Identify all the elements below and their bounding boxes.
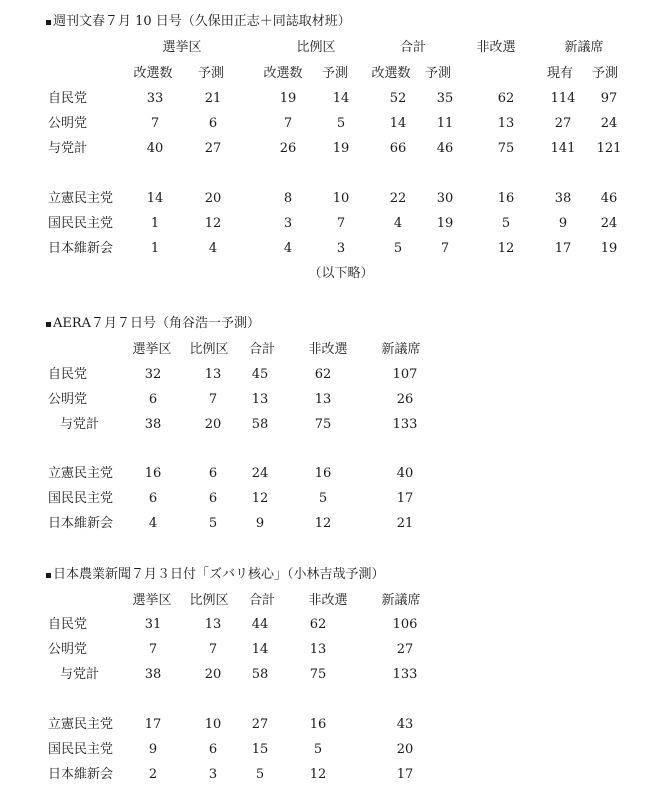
table-cell: 7 (150, 116, 160, 131)
party-label: 立憲民主党 (48, 466, 114, 481)
table-cell: 24 (251, 466, 269, 481)
party-label: 公明党 (48, 642, 88, 657)
table-cell: 4 (208, 241, 218, 256)
table-cell: 38 (554, 191, 572, 206)
table-cell: 97 (600, 91, 618, 106)
table-cell: 4 (283, 241, 293, 256)
party-label: 自民党 (48, 91, 88, 106)
column-sub-header: 予測 (591, 66, 619, 81)
table-cell: 7 (148, 642, 158, 657)
table-cell: 27 (554, 116, 572, 131)
table-cell: 5 (313, 742, 323, 757)
table-cell: 19 (279, 91, 297, 106)
table-cell: 62 (309, 617, 327, 632)
table-cell: 106 (392, 617, 418, 632)
table-cell: 31 (144, 617, 162, 632)
table-cell: 75 (497, 141, 515, 156)
party-label: 与党計 (48, 141, 88, 156)
column-header: 非改選 (308, 593, 348, 608)
column-sub-header: 予測 (321, 66, 349, 81)
section2-bullet-icon (46, 322, 51, 327)
table-cell: 40 (396, 466, 414, 481)
party-label: 国民民主党 (48, 216, 114, 231)
section2-title: AERA７月７日号（角谷浩一予測） (53, 316, 261, 331)
table-cell: 45 (251, 367, 269, 382)
table-cell: 30 (436, 191, 454, 206)
table-cell: 12 (314, 516, 332, 531)
table-cell: 13 (309, 642, 327, 657)
party-label: 立憲民主党 (48, 717, 114, 732)
table-cell: 141 (550, 141, 576, 156)
table-cell: 75 (314, 417, 332, 432)
table-cell: 35 (436, 91, 454, 106)
table-cell: 7 (208, 392, 218, 407)
table-cell: 13 (314, 392, 332, 407)
table-cell: 4 (148, 516, 158, 531)
table-cell: 58 (251, 667, 269, 682)
table-cell: 5 (318, 491, 328, 506)
table-cell: 8 (283, 191, 293, 206)
column-header: 新議席 (381, 342, 421, 357)
table-cell: 114 (550, 91, 576, 106)
table-cell: 17 (554, 241, 572, 256)
table-cell: 46 (600, 191, 618, 206)
table-cell: 20 (204, 191, 222, 206)
table-cell: 33 (146, 91, 164, 106)
table-cell: 24 (600, 116, 618, 131)
table-cell: 107 (392, 367, 418, 382)
column-header: 比例区 (189, 342, 229, 357)
table-cell: 22 (389, 191, 407, 206)
table-cell: 66 (389, 141, 407, 156)
table-cell: 16 (497, 191, 515, 206)
table-cell: 7 (208, 642, 218, 657)
table-cell: 5 (336, 116, 346, 131)
table-cell: 9 (558, 216, 568, 231)
column-header: 合計 (248, 342, 276, 357)
party-label: 与党計 (60, 417, 100, 432)
column-sub-header: 予測 (197, 66, 225, 81)
party-label: 国民民主党 (48, 742, 114, 757)
table-cell: 121 (596, 141, 622, 156)
table-cell: 38 (144, 417, 162, 432)
table-cell: 27 (251, 717, 269, 732)
table-cell: 62 (314, 367, 332, 382)
table-cell: 13 (497, 116, 515, 131)
party-label: 与党計 (60, 667, 100, 682)
party-label: 公明党 (48, 392, 88, 407)
party-label: 日本維新会 (48, 767, 114, 782)
table-cell: 12 (309, 767, 327, 782)
table-cell: 133 (392, 667, 418, 682)
table-cell: 6 (148, 491, 158, 506)
column-group-header: 選挙区 (162, 40, 202, 55)
column-header: 比例区 (189, 593, 229, 608)
table-cell: 5 (501, 216, 511, 231)
column-sub-header: 改選数 (371, 66, 411, 81)
table-cell: 7 (440, 241, 450, 256)
table-cell: 27 (204, 141, 222, 156)
column-group-header: 新議席 (564, 40, 604, 55)
table-cell: 14 (251, 642, 269, 657)
table-cell: 10 (204, 717, 222, 732)
table-cell: 1 (150, 241, 160, 256)
party-label: 自民党 (48, 617, 88, 632)
column-group-header: 比例区 (296, 40, 336, 55)
table-cell: 58 (251, 417, 269, 432)
table-cell: 38 (144, 667, 162, 682)
table-cell: 12 (497, 241, 515, 256)
column-header: 非改選 (308, 342, 348, 357)
section1-bullet-icon (46, 20, 51, 25)
column-group-header: 合計 (399, 40, 427, 55)
table-cell: 14 (389, 116, 407, 131)
column-sub-header: 改選数 (263, 66, 303, 81)
table-cell: 19 (600, 241, 618, 256)
table-cell: 26 (279, 141, 297, 156)
table-cell: 7 (336, 216, 346, 231)
section3-bullet-icon (46, 573, 51, 578)
table-cell: 10 (332, 191, 350, 206)
table-cell: 16 (144, 466, 162, 481)
table-cell: 6 (208, 466, 218, 481)
table-cell: 12 (204, 216, 222, 231)
table-cell: 3 (283, 216, 293, 231)
table-cell: 19 (436, 216, 454, 231)
table-cell: 17 (396, 767, 414, 782)
section3-title: 日本農業新聞７月３日付「ズバリ核心」（小林吉哉予測） (53, 567, 385, 582)
table-cell: 24 (600, 216, 618, 231)
party-label: 自民党 (48, 367, 88, 382)
table-cell: 2 (148, 767, 158, 782)
table-cell: 62 (497, 91, 515, 106)
party-label: 日本維新会 (48, 516, 114, 531)
column-header: 合計 (248, 593, 276, 608)
table-cell: 44 (251, 617, 269, 632)
table-cell: 5 (393, 241, 403, 256)
table-cell: 16 (314, 466, 332, 481)
table-cell: 13 (204, 617, 222, 632)
table-cell: 6 (208, 742, 218, 757)
table-cell: 14 (146, 191, 164, 206)
table-cell: 4 (393, 216, 403, 231)
section1-title: 週刊文春７月 10 日号（久保田正志＋同誌取材班） (53, 14, 351, 29)
table-cell: 46 (436, 141, 454, 156)
table-cell: 15 (251, 742, 269, 757)
column-group-header: 非改選 (476, 40, 516, 55)
table-cell: 32 (144, 367, 162, 382)
table-cell: 3 (336, 241, 346, 256)
table-cell: 20 (204, 667, 222, 682)
table-cell: 12 (251, 491, 269, 506)
table-cell: 20 (204, 417, 222, 432)
table-cell: 6 (208, 116, 218, 131)
omission-note: （以下略） (308, 266, 374, 281)
party-label: 立憲民主党 (48, 191, 114, 206)
party-label: 国民民主党 (48, 491, 114, 506)
column-header: 選挙区 (132, 593, 172, 608)
column-sub-header: 予測 (424, 66, 452, 81)
table-cell: 5 (208, 516, 218, 531)
table-cell: 19 (332, 141, 350, 156)
table-cell: 6 (208, 491, 218, 506)
table-cell: 133 (392, 417, 418, 432)
table-cell: 6 (148, 392, 158, 407)
table-cell: 21 (204, 91, 222, 106)
table-cell: 1 (150, 216, 160, 231)
table-cell: 13 (204, 367, 222, 382)
table-cell: 43 (396, 717, 414, 732)
table-cell: 13 (251, 392, 269, 407)
column-sub-header: 改選数 (133, 66, 173, 81)
table-cell: 9 (148, 742, 158, 757)
table-cell: 17 (144, 717, 162, 732)
table-cell: 9 (255, 516, 265, 531)
table-cell: 17 (396, 491, 414, 506)
column-sub-header: 現有 (546, 66, 574, 81)
table-cell: 52 (389, 91, 407, 106)
column-header: 新議席 (381, 593, 421, 608)
table-cell: 21 (396, 516, 414, 531)
party-label: 日本維新会 (48, 241, 114, 256)
table-cell: 26 (396, 392, 414, 407)
table-cell: 11 (436, 116, 454, 131)
table-cell: 16 (309, 717, 327, 732)
party-label: 公明党 (48, 116, 88, 131)
table-cell: 7 (283, 116, 293, 131)
column-header: 選挙区 (132, 342, 172, 357)
table-cell: 20 (396, 742, 414, 757)
table-cell: 27 (396, 642, 414, 657)
table-cell: 5 (255, 767, 265, 782)
table-cell: 14 (332, 91, 350, 106)
table-cell: 3 (208, 767, 218, 782)
table-cell: 75 (309, 667, 327, 682)
table-cell: 40 (146, 141, 164, 156)
